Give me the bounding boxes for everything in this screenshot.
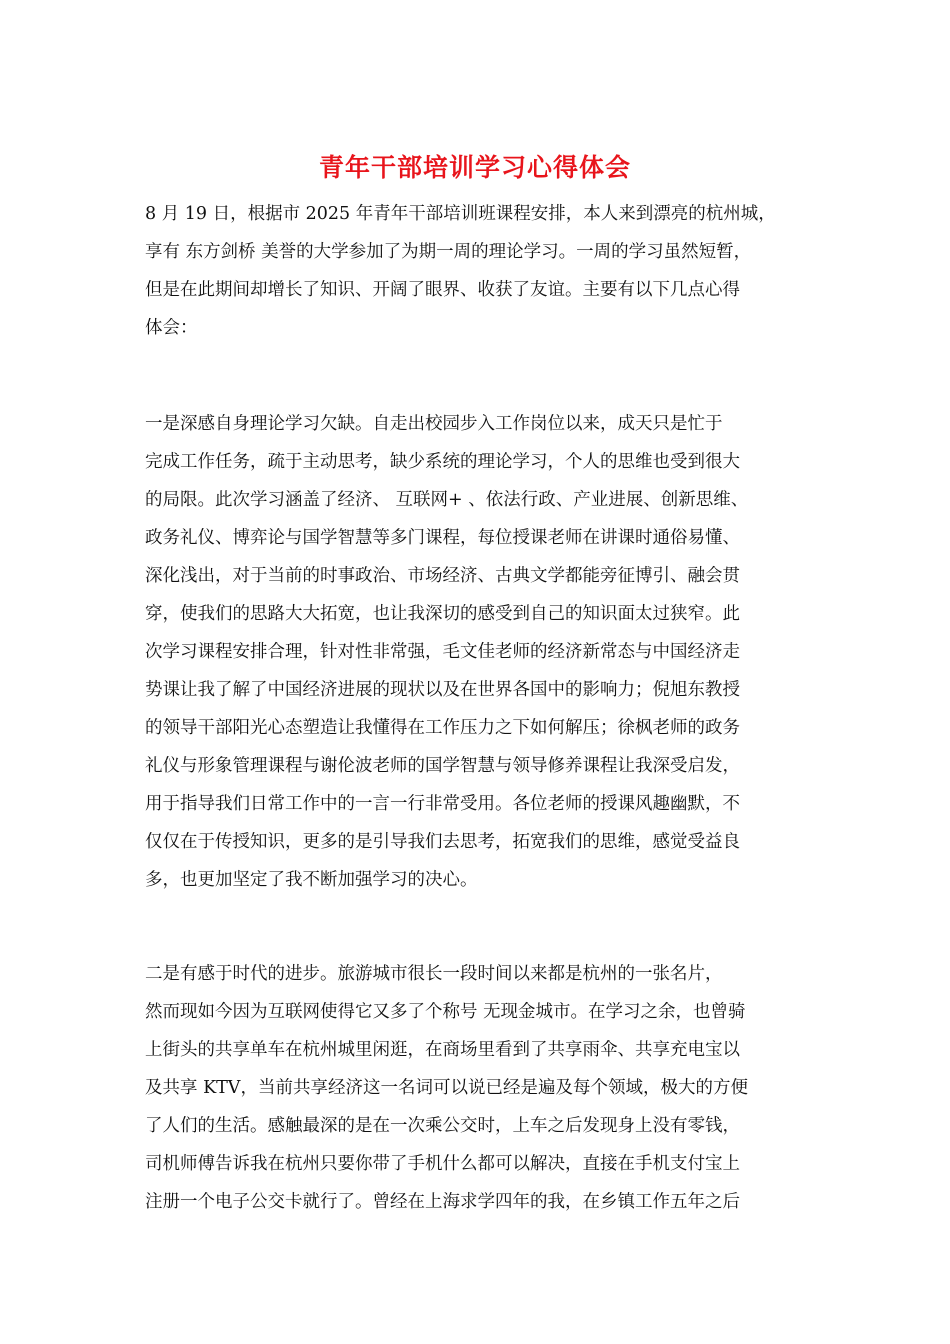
text-line: 但是在此期间却增长了知识、开阔了眼界、收获了友谊。主要有以下几点心得	[145, 280, 740, 300]
text-line: 礼仪与形象管理课程与谢伦波老师的国学智慧与领导修养课程让我深受启发，	[145, 756, 740, 776]
text-line: 二是有感于时代的进步。旅游城市很长一段时间以来都是杭州的一张名片，	[145, 964, 723, 984]
text-line: 多，也更加坚定了我不断加强学习的决心。	[145, 870, 478, 890]
text-line: 了人们的生活。感触最深的是在一次乘公交时，上车之后发现身上没有零钱，	[145, 1116, 740, 1136]
text-line: 政务礼仪、博弈论与国学智慧等多门课程，每位授课老师在讲课时通俗易懂、	[145, 528, 740, 548]
text-line: 享有 东方剑桥 美誉的大学参加了为期一周的理论学习。一周的学习虽然短暂，	[145, 242, 752, 262]
text-line: 的局限。此次学习涵盖了经济、 互联网+ 、依法行政、产业进展、创新思维、	[145, 490, 749, 510]
text-line: 一是深感自身理论学习欠缺。自走出校园步入工作岗位以来，成天只是忙于	[145, 414, 723, 434]
text-line: 注册一个电子公交卡就行了。曾经在上海求学四年的我，在乡镇工作五年之后	[145, 1192, 740, 1212]
paragraph-two	[145, 955, 805, 1221]
text-line: 仅仅在于传授知识，更多的是引导我们去思考，拓宽我们的思维，感觉受益良	[145, 832, 740, 852]
text-line: 完成工作任务，疏于主动思考，缺少系统的理论学习，个人的思维也受到很大	[145, 452, 740, 472]
text-line: 体会：	[145, 318, 198, 338]
text-line: 司机师傅告诉我在杭州只要你带了手机什么都可以解决，直接在手机支付宝上	[145, 1154, 740, 1174]
text-line: 的领导干部阳光心态塑造让我懂得在工作压力之下如何解压；徐枫老师的政务	[145, 718, 740, 738]
text-line: 次学习课程安排合理，针对性非常强，毛文佳老师的经济新常态与中国经济走	[145, 642, 740, 662]
text-line: 及共享 KTV，当前共享经济这一名词可以说已经是遍及每个领域，极大的方便	[145, 1078, 748, 1098]
text-line: 8 月 19 日，根据市 2025 年青年干部培训班课程安排，本人来到漂亮的杭州城，	[145, 204, 776, 224]
text-line: 势课让我了解了中国经济进展的现状以及在世界各国中的影响力；倪旭东教授	[145, 680, 740, 700]
text-line: 深化浅出，对于当前的时事政治、市场经济、古典文学都能旁征博引、融会贯	[145, 566, 740, 586]
text-line: 用于指导我们日常工作中的一言一行非常受用。各位老师的授课风趣幽默，不	[145, 794, 740, 814]
document-title: 青年干部培训学习心得体会	[318, 153, 631, 182]
text-line: 上街头的共享单车在杭州城里闲逛，在商场里看到了共享雨伞、共享充电宝以	[145, 1040, 740, 1060]
paragraph-intro	[145, 195, 805, 347]
paragraph-one	[145, 405, 805, 899]
text-line: 穿，使我们的思路大大拓宽，也让我深切的感受到自己的知识面太过狭窄。此	[145, 604, 740, 624]
text-line: 然而现如今因为互联网使得它又多了个称号 无现金城市。在学习之余，也曾骑	[145, 1002, 746, 1022]
